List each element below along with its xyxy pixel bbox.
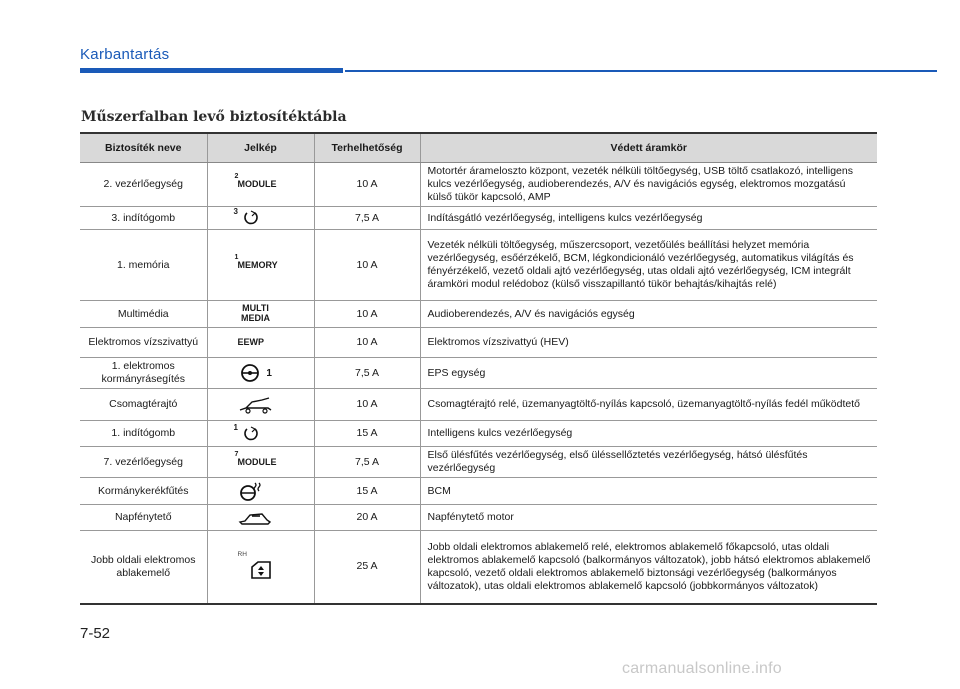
table-row — [80, 389, 877, 421]
fuse-name: Jobb oldali elektromos ablakemelő — [80, 531, 207, 604]
fuse-rating: 10 A — [314, 389, 420, 421]
fuse-name: 2. vezérlőegység — [80, 163, 207, 207]
module-icon: 2 MODULE — [234, 173, 277, 189]
fuse-circuit: Indításgátló vezérlőegység, intelligens kulcs vezérlőegység — [420, 207, 877, 230]
fuse-circuit: Jobb oldali elektromos ablakemelő relé, elektromos ablakemelő főkapcsoló, utas oldali elektromos ablakemelő kapcsoló (balkormányos változatok), jobb hátsó elektromos ablakemelő kapcsoló, vezető oldali elektromos ablakemelő biztonsági vezérlőegység (balkormányos változatok), utas oldali elektromos ablakemelő kapcsoló (jobbkormányos változatok) — [420, 531, 877, 604]
fuse-rating: 10 A — [314, 328, 420, 358]
fuse-rating: 10 A — [314, 230, 420, 301]
start-button-icon: 1 — [238, 426, 260, 442]
module-icon: 7 MODULE — [234, 450, 277, 467]
table-row — [80, 163, 877, 207]
fuse-name: Napfénytető — [80, 505, 207, 531]
fuse-rating: 10 A — [314, 163, 420, 207]
fuse-circuit: Első ülésfűtés vezérlőegység, első üléssellőztetés vezérlőegység, hátsó ülésfűtés vezérlőegység — [420, 447, 877, 478]
page-number: 7-52 — [80, 625, 111, 642]
fuse-symbol — [207, 421, 314, 447]
start-button-icon: 3 — [238, 210, 260, 226]
steering-wheel-icon: 1 — [238, 363, 272, 383]
table-row — [80, 478, 877, 505]
col-header-rating: Terhelhetőség — [314, 133, 420, 163]
fuse-rating: 25 A — [314, 531, 420, 604]
page-subtitle: Műszerfalban levő biztosítéktábla — [81, 109, 347, 125]
fuse-symbol — [207, 478, 314, 505]
fuse-name: 1. memória — [80, 230, 207, 301]
fuse-rating: 7,5 A — [314, 447, 420, 478]
tailgate-icon — [238, 396, 274, 414]
fuse-symbol — [207, 358, 314, 389]
fuse-circuit: Audioberendezés, A/V és navigációs egység — [420, 301, 877, 328]
col-header-name: Biztosíték neve — [80, 133, 207, 163]
table-header-row — [80, 133, 877, 163]
eewp-icon: EEWP — [237, 337, 265, 347]
fuse-name: Multimédia — [80, 301, 207, 328]
fuse-table — [80, 132, 877, 605]
sunroof-icon — [238, 510, 272, 526]
fuse-symbol — [207, 505, 314, 531]
fuse-circuit: Elektromos vízszivattyú (HEV) — [420, 328, 877, 358]
section-title: Karbantartás — [80, 46, 170, 63]
power-window-icon: RH — [250, 554, 272, 580]
table-row — [80, 358, 877, 389]
table-row — [80, 301, 877, 328]
table-row — [80, 230, 877, 301]
fuse-symbol — [207, 531, 314, 604]
fuse-symbol — [207, 447, 314, 478]
fuse-name: 3. indítógomb — [80, 207, 207, 230]
fuse-symbol — [207, 207, 314, 230]
fuse-name: 1. elektromos kormányrásegítés — [80, 358, 207, 389]
fuse-circuit: Vezeték nélküli töltőegység, műszercsoport, vezetőülés beállítási helyzet memória vezérlőegység, esőérzékelő, BCM, légkondicionáló vezérlőegység, automatikus világítás és fényérzékelő, vezető oldali ajtó vezérlőegység, utas oldali ajtó vezérlőegység, ICM integrált áramköri modul relédoboz (külső visszapillantó tükör behajtás/kihajtás relé) — [420, 230, 877, 301]
fuse-rating: 10 A — [314, 301, 420, 328]
col-header-symbol: Jelkép — [207, 133, 314, 163]
heated-steering-wheel-icon — [238, 481, 264, 501]
fuse-circuit: Intelligens kulcs vezérlőegység — [420, 421, 877, 447]
fuse-symbol — [207, 230, 314, 301]
header-rule-thin — [345, 70, 937, 72]
col-header-circuit: Védett áramkör — [420, 133, 877, 163]
fuse-rating: 15 A — [314, 478, 420, 505]
memory-icon: 1 MEMORY — [234, 253, 278, 270]
fuse-rating: 15 A — [314, 421, 420, 447]
fuse-circuit: EPS egység — [420, 358, 877, 389]
fuse-symbol — [207, 163, 314, 207]
fuse-circuit: Csomagtérajtó relé, üzemanyagtöltő-nyílás kapcsoló, üzemanyagtöltő-nyílás fedél működtető — [420, 389, 877, 421]
table-row — [80, 505, 877, 531]
fuse-rating: 7,5 A — [314, 207, 420, 230]
watermark: carmanualsonline.info — [622, 660, 782, 677]
fuse-symbol — [207, 328, 314, 358]
fuse-circuit: BCM — [420, 478, 877, 505]
fuse-rating: 20 A — [314, 505, 420, 531]
fuse-rating: 7,5 A — [314, 358, 420, 389]
fuse-name: Kormánykerékfűtés — [80, 478, 207, 505]
table-row — [80, 328, 877, 358]
table-row — [80, 421, 877, 447]
fuse-circuit: Napfénytető motor — [420, 505, 877, 531]
fuse-name: 1. indítógomb — [80, 421, 207, 447]
fuse-name: Elektromos vízszivattyú — [80, 328, 207, 358]
fuse-symbol — [207, 301, 314, 328]
fuse-circuit: Motortér árameloszto központ, vezeték nélküli töltőegység, USB töltő csatlakozó, intelligens kulcs vezérlőegység, audioberendezés, A/V és navigációs egység, elektromos mozgatású külső tükör kapcsoló, AMP — [420, 163, 877, 207]
table-row — [80, 531, 877, 604]
multimedia-icon: MULTI MEDIA — [241, 303, 270, 323]
table-row — [80, 447, 877, 478]
fuse-name: 7. vezérlőegység — [80, 447, 207, 478]
table-row — [80, 207, 877, 230]
fuse-name: Csomagtérajtó — [80, 389, 207, 421]
fuse-symbol — [207, 389, 314, 421]
header-rule-thick — [80, 68, 343, 73]
